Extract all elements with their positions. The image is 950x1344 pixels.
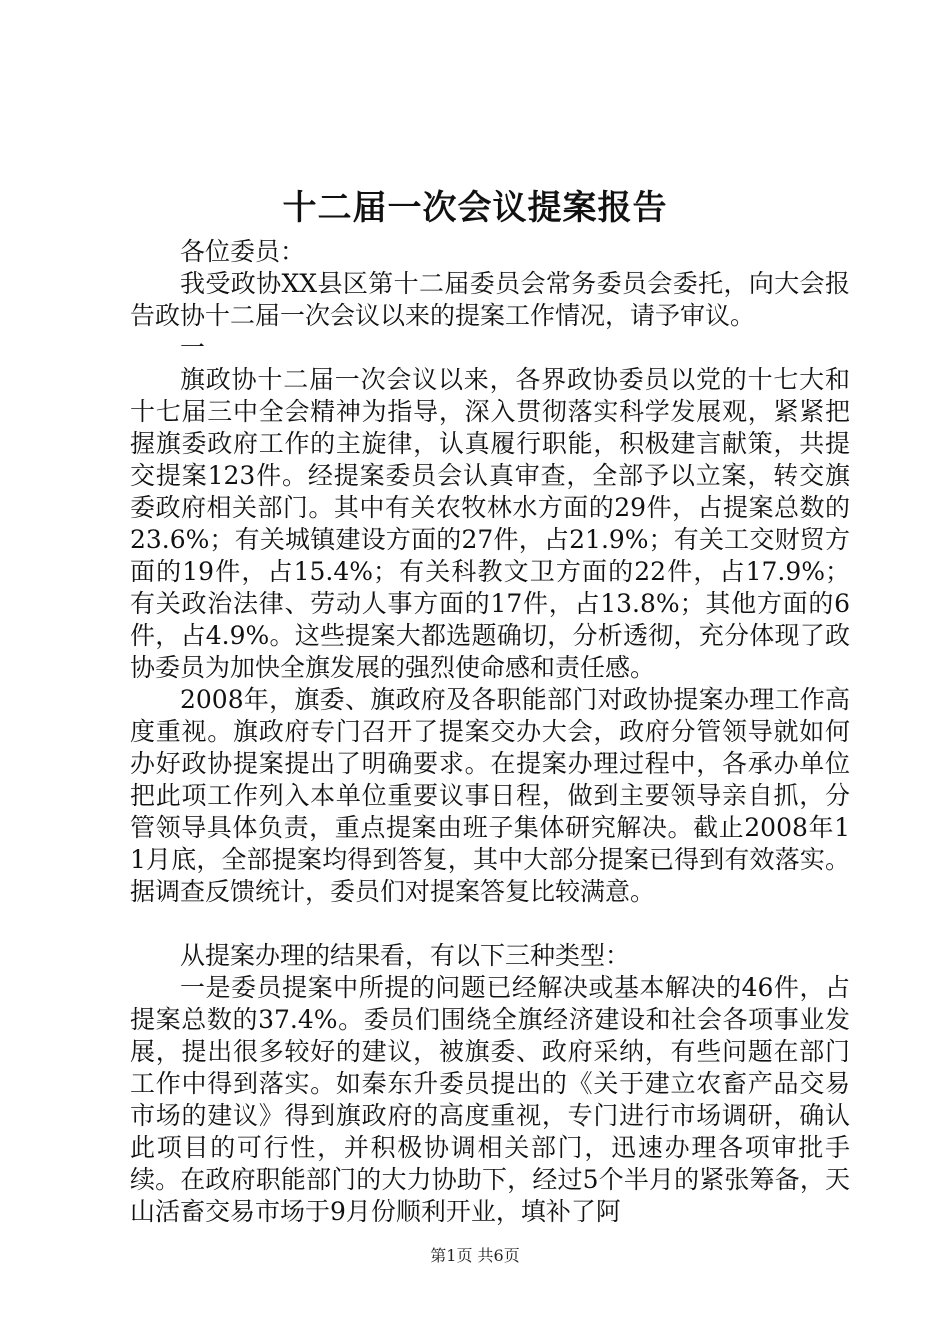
page-footer: 第1页 共6页 [430,1246,520,1265]
body-paragraph-1: 旗政协十二届一次会议以来，各界政协委员以党的十七大和十七届三中全会精神为指导，深入贯彻落实科学发展观，紧紧把握旗委政府工作的主旋律，认真履行职能，积极建言献策，共提交提案123件。经提案委员会认真审查，全部予以立案，转交旗委政府相关部门。其中有关农牧林水方面的29件，占提案总数的23.6%；有关城镇建设方面的27件，占21.9%；有关工交财贸方面的19件，占15.4%；有关科教文卫方面的22件，占17.9%；有关政治法律、劳动人事方面的17件，占13.8%；其他方面的6件，占4.9%。这些提案大都选题确切，分析透彻，充分体现了政协委员为加快全旗发展的强烈使命感和责任感。 [130,365,850,682]
document-body [130,236,850,1228]
salutation: 各位委员： [180,237,306,266]
body-paragraph-2: 2008年，旗委、旗政府及各职能部门对政协提案办理工作高度重视。旗政府专门召开了提案交办大会，政府分管领导就如何办好政协提案提出了明确要求。在提案办理过程中，各承办单位把此项工作列入本单位重要议事日程，做到主要领导亲自抓，分管领导具体负责，重点提案由班子集体研究解决。截止2008年11月底，全部提案均得到答复，其中大部分提案已得到有效落实。据调查反馈统计，委员们对提案答复比较满意。 [130,685,850,906]
paragraph-spacer [130,908,850,940]
document-title: 十二届一次会议提案报告 [282,188,668,228]
intro-paragraph: 我受政协XX县区第十二届委员会常务委员会委托，向大会报告政协十二届一次会议以来的提案工作情况，请予审议。 [130,269,850,330]
body-paragraph-3: 从提案办理的结果看，有以下三种类型： [180,941,631,970]
section-number: 一 [180,333,206,362]
body-paragraph-4: 一是委员提案中所提的问题已经解决或基本解决的46件，占提案总数的37.4%。委员们围绕全旗经济建设和社会各项事业发展，提出很多较好的建议，被旗委、政府采纳，有些问题在部门工作中得到落实。如秦东升委员提出的《关于建立农畜产品交易市场的建议》得到旗政府的高度重视，专门进行市场调研，确认此项目的可行性，并积极协调相关部门，迅速办理各项审批手续。在政府职能部门的大力协助下，经过5个半月的紧张筹备，天山活畜交易市场于9月份顺利开业，填补了阿 [130,973,850,1226]
